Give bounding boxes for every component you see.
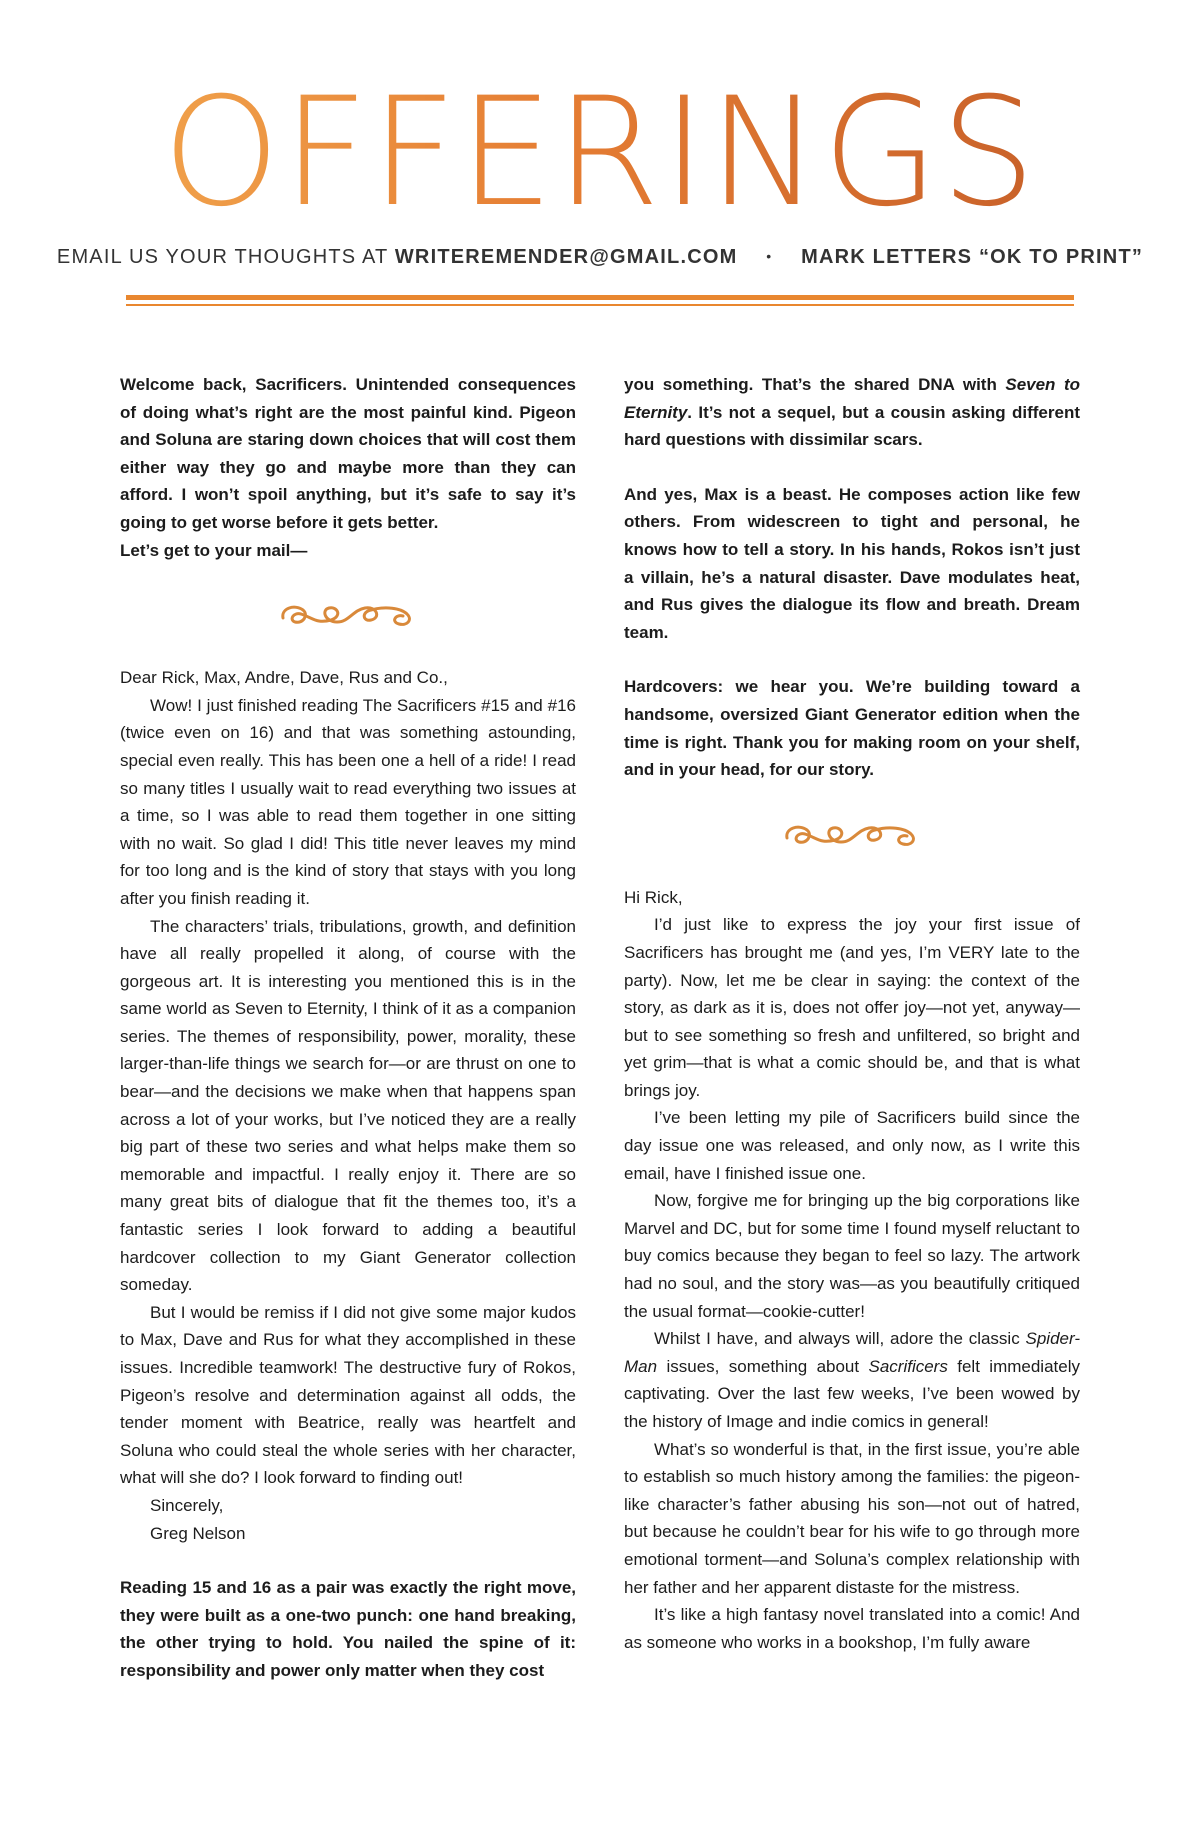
right-column — [624, 371, 1080, 1656]
letter-paragraph: Now, forgive me for bringing up the big corporations like Marvel and DC, but for some time I found myself reluctant to buy comics because they began to feel so lazy. The artwork had no soul, and the story was—as you beautifully critiqued the usual format—cookie-cutter! — [624, 1191, 1080, 1321]
letter-paragraph: I’ve been letting my pile of Sacrificers build since the day issue one was released, and only now, as I write this email, have I finished issue one. — [624, 1108, 1080, 1183]
editor-reply-continued: you something. That’s the shared DNA with Seven to Eternity. It’s not a sequel, but a cousin asking different hard questions with dissimilar scars. — [624, 375, 1081, 450]
separator-dot: • — [766, 248, 773, 264]
letter-paragraph: The characters’ trials, tribulations, growth, and definition have all really propelled it along, of course with the gorgeous art. It is interesting you mentioned this is in the same world as Seven to Eternity, I think of it as a companion series. The themes of responsibility, power, morality, these larger-than-life things we search for—or are thrust on one to bear—and the decisions we make when that happens span across a lot of your works, but I’ve noticed they are a really big part of these two series and what helps make them so memorable and impactful. I really enjoy it. There are so many great bits of dialogue that fit the themes too, it’s a fantastic series I look forward to adding a beautiful hardcover collection to my Giant Generator collection someday. — [120, 916, 576, 1295]
mark-letters-note: MARK LETTERS “OK TO PRINT” — [801, 246, 1144, 268]
letter-paragraph: Wow! I just finished reading The Sacrificers #15 and #16 (twice even on 16) and that was something astounding, special even really. This has been one a hell of a ride! I read so many titles I usually wait to read everything two issues at a time, so I was able to read them together in one sitting with no wait. So glad I did! This title never leaves my mind for too long and is the kind of story that stays with you long after you finish reading it. — [120, 695, 576, 908]
left-column — [120, 371, 576, 1685]
header-rule-thin — [126, 304, 1074, 306]
contact-line — [0, 246, 1200, 269]
letter-salutation: Dear Rick, Max, Andre, Dave, Rus and Co., — [120, 668, 448, 688]
letter-salutation: Hi Rick, — [624, 887, 683, 907]
letter-paragraph: It’s like a high fantasy novel translated into a comic! And as someone who works in a bookshop, I’m fully aware — [624, 1605, 1080, 1652]
letter-paragraph: What’s so wonderful is that, in the first issue, you’re able to establish so much history among the families: the pigeon-like character’s father abusing his son—not out of hatred, but because he couldn’t bear for his wife to go through more emotional torment—and Soluna’s complex relationship with her father and her apparent distaste for the mistress. — [624, 1439, 1080, 1597]
letter-closing: Sincerely, — [150, 1495, 224, 1515]
editor-reply: Reading 15 and 16 as a pair was exactly the right move, they were built as a one-two punch: one hand breaking, the other trying to hold. You nailed the spine of it: responsibility and power only matter when they cost — [120, 1578, 576, 1680]
flourish-divider — [120, 564, 576, 664]
letter-paragraph: But I would be remiss if I did not give some major kudos to Max, Dave and Rus for what they accomplished in these issues. Incredible teamwork! The destructive fury of Rokos, Pigeon’s resolve and determination against all odds, the tender moment with Beatrice, really was heartfelt and Soluna who could steal the whole series with her character, what will she do? I look forward to finding out! — [120, 1302, 576, 1488]
editor-intro-lead: Let’s get to your mail— — [120, 540, 308, 560]
email-address[interactable]: WRITEREMENDER@GMAIL.COM — [394, 246, 738, 268]
editor-reply-paragraph: Hardcovers: we hear you. We’re building toward a handsome, oversized Giant Generator edition when the time is right. Thank you for making room on your shelf, and in your head, for our story. — [624, 677, 1080, 780]
page-title: OFFERINGS — [162, 66, 1038, 240]
editor-reply-paragraph: And yes, Max is a beast. He composes action like few others. From widescreen to tight and personal, he knows how to tell a story. In his hands, Rokos isn’t just a villain, he’s a natural disaster. Dave modulates heat, and Rus gives the dialogue its flow and breath. Dream team. — [624, 484, 1080, 642]
header-rule-thick — [126, 295, 1074, 300]
flourish-divider — [624, 784, 1080, 884]
letter-paragraph: I’d just like to express the joy your first issue of Sacrificers has brought me (and yes, I’m VERY late to the party). Now, let me be clear in saying: the context of the story, as dark as it is, does not offer joy—not yet, anyway—but to see something so fresh and unfiltered, so bright and yet grim—that is what a comic should be, and that is what brings joy. — [624, 915, 1080, 1100]
editor-intro: Welcome back, Sacrificers. Unintended consequences of doing what’s right are the most painful kind. Pigeon and Soluna are staring down choices that will cost them either way they go and maybe more than they can afford. I won’t spoil anything, but it’s safe to say it’s going to get worse before it gets better. — [120, 375, 576, 532]
letter-signature: Greg Nelson — [150, 1523, 246, 1543]
flourish-icon — [777, 814, 927, 854]
email-prefix: EMAIL US YOUR THOUGHTS AT — [56, 246, 389, 268]
letter-paragraph: Whilst I have, and always will, adore the classic Spider-Man issues, something about Sacrificers felt immediately captivating. Over the last few weeks, I’ve been wowed by the history of Image and indie comics in general! — [624, 1329, 1080, 1431]
flourish-icon — [273, 594, 423, 634]
